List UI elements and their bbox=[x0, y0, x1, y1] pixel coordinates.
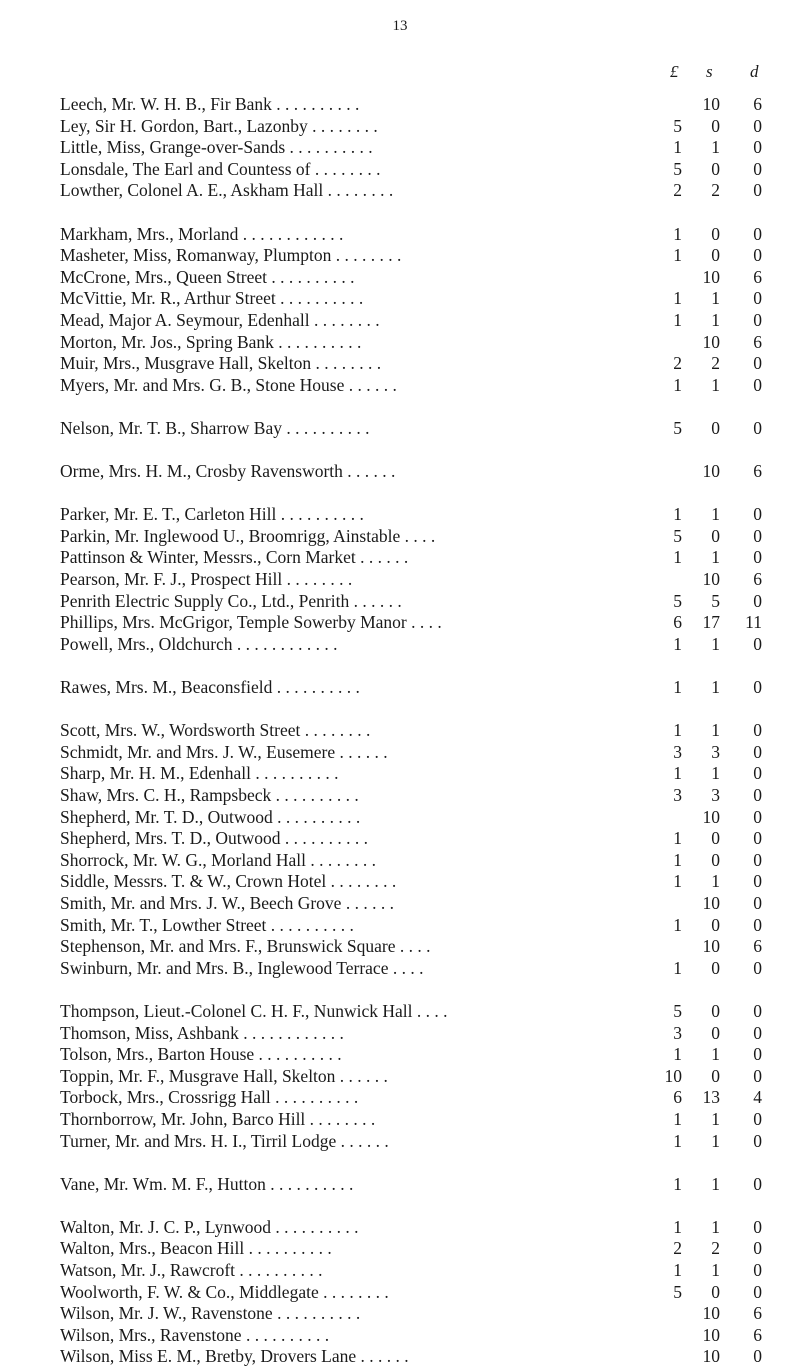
list-item bbox=[0, 936, 800, 958]
amount-shillings: 0 bbox=[711, 957, 720, 978]
amount-shillings: 1 bbox=[711, 720, 720, 741]
amount-pence: 0 bbox=[753, 1000, 762, 1021]
column-header-pounds: £ bbox=[670, 62, 679, 81]
subscriber-name: Smith, Mr. T., Lowther Street . . . . . . . . . . bbox=[60, 914, 354, 935]
amount-shillings: 2 bbox=[711, 353, 720, 374]
amount-shillings: 3 bbox=[711, 785, 720, 805]
amount-pence: 6 bbox=[753, 936, 762, 957]
subscriber-name: Leech, Mr. W. H. B., Fir Bank . . . . . . . . . . bbox=[60, 94, 360, 114]
subscriber-name: Tolson, Mrs., Barton House . . . . . . . . . . bbox=[60, 1044, 342, 1065]
subscriber-name: Muir, Mrs., Musgrave Hall, Skelton . . . . . . . . bbox=[60, 353, 382, 374]
subscriber-name: Shaw, Mrs. C. H., Rampsbeck . . . . . . . . . . bbox=[60, 785, 359, 805]
amount-shillings: 0 bbox=[711, 115, 720, 136]
subscriber-name: Myers, Mr. and Mrs. G. B., Stone House . . . . . . bbox=[60, 374, 397, 395]
amount-shillings: 0 bbox=[711, 1000, 720, 1021]
amount-shillings: 0 bbox=[711, 1065, 720, 1086]
subscriber-name: Parkin, Mr. Inglewood U., Broomrigg, Ainstable . . . . bbox=[60, 525, 436, 546]
amount-pounds: 6 bbox=[673, 612, 682, 633]
amount-pence: 0 bbox=[753, 914, 762, 935]
list-item bbox=[0, 526, 800, 548]
amount-pence: 0 bbox=[753, 1022, 762, 1043]
list-item bbox=[0, 893, 800, 915]
subscriber-name: Thompson, Lieut.-Colonel C. H. F., Nunwick Hall . . . . bbox=[60, 1000, 448, 1021]
list-item bbox=[0, 1066, 800, 1088]
list-item bbox=[0, 180, 800, 202]
amount-pounds: 10 bbox=[664, 1065, 682, 1086]
amount-pence: 6 bbox=[753, 94, 762, 114]
amount-shillings: 10 bbox=[702, 1303, 720, 1324]
amount-pence: 0 bbox=[753, 1173, 762, 1194]
subscriber-name: Mead, Major A. Seymour, Edenhall . . . . . . . . bbox=[60, 309, 380, 330]
amount-pence: 0 bbox=[753, 633, 762, 654]
amount-pence: 0 bbox=[753, 806, 762, 827]
amount-pounds: 1 bbox=[673, 309, 682, 330]
amount-shillings: 13 bbox=[702, 1087, 720, 1108]
list-item bbox=[0, 267, 800, 289]
amount-shillings: 10 bbox=[702, 266, 720, 287]
amount-pounds: 5 bbox=[673, 1000, 682, 1021]
amount-pence: 0 bbox=[753, 677, 762, 698]
amount-shillings: 2 bbox=[711, 180, 720, 201]
amount-pence: 0 bbox=[753, 504, 762, 525]
amount-pence: 0 bbox=[753, 763, 762, 784]
amount-shillings: 1 bbox=[711, 1044, 720, 1065]
amount-shillings: 0 bbox=[711, 158, 720, 179]
list-item bbox=[0, 569, 800, 591]
amount-pence: 0 bbox=[753, 785, 762, 805]
amount-pence: 0 bbox=[753, 892, 762, 913]
amount-pounds: 1 bbox=[673, 763, 682, 784]
amount-pounds: 1 bbox=[673, 288, 682, 309]
list-item bbox=[0, 1131, 800, 1153]
amount-shillings: 0 bbox=[711, 828, 720, 849]
amount-shillings: 0 bbox=[711, 1281, 720, 1302]
list-item bbox=[0, 461, 800, 483]
subscriber-name: Masheter, Miss, Romanway, Plumpton . . . . . . . . bbox=[60, 245, 402, 266]
amount-pence: 0 bbox=[753, 720, 762, 741]
subscriber-name: Shorrock, Mr. W. G., Morland Hall . . . . . . . . bbox=[60, 849, 376, 870]
amount-shillings: 10 bbox=[702, 1324, 720, 1345]
amount-pounds: 3 bbox=[673, 741, 682, 762]
amount-shillings: 1 bbox=[711, 1216, 720, 1237]
list-item bbox=[0, 224, 800, 246]
amount-pence: 0 bbox=[753, 309, 762, 330]
amount-pounds: 2 bbox=[673, 1238, 682, 1259]
amount-pounds: 1 bbox=[673, 849, 682, 870]
list-item bbox=[0, 1217, 800, 1239]
amount-shillings: 1 bbox=[711, 547, 720, 568]
amount-shillings: 5 bbox=[711, 590, 720, 611]
amount-pounds: 2 bbox=[673, 180, 682, 201]
subscriber-name: Rawes, Mrs. M., Beaconsfield . . . . . . . . . . bbox=[60, 677, 360, 698]
amount-shillings: 17 bbox=[702, 612, 720, 633]
amount-pence: 0 bbox=[753, 1044, 762, 1065]
amount-pence: 0 bbox=[753, 417, 762, 438]
subscriber-name: Markham, Mrs., Morland . . . . . . . . . . . . bbox=[60, 223, 344, 244]
list-item bbox=[0, 634, 800, 656]
subscriber-name: Morton, Mr. Jos., Spring Bank . . . . . . . . . . bbox=[60, 331, 362, 352]
list-item bbox=[0, 310, 800, 332]
list-item bbox=[0, 958, 800, 980]
subscriber-name: Wilson, Mrs., Ravenstone . . . . . . . . . . bbox=[60, 1324, 330, 1345]
list-item bbox=[0, 159, 800, 181]
list-item bbox=[0, 1109, 800, 1131]
list-item bbox=[0, 807, 800, 829]
subscriber-name: Torbock, Mrs., Crossrigg Hall . . . . . . . . . . bbox=[60, 1087, 359, 1108]
amount-pence: 0 bbox=[753, 1238, 762, 1259]
list-item bbox=[0, 94, 800, 116]
list-item bbox=[0, 1087, 800, 1109]
list-item bbox=[0, 116, 800, 138]
amount-pence: 4 bbox=[753, 1087, 762, 1108]
subscriber-name: Toppin, Mr. F., Musgrave Hall, Skelton . . . . . . bbox=[60, 1065, 388, 1086]
list-item bbox=[0, 612, 800, 634]
amount-pounds: 1 bbox=[673, 914, 682, 935]
list-item bbox=[0, 1238, 800, 1260]
column-header-pence: d bbox=[750, 62, 759, 81]
amount-pence: 0 bbox=[753, 1065, 762, 1086]
subscription-list bbox=[0, 94, 800, 1368]
amount-pounds: 5 bbox=[673, 115, 682, 136]
amount-pence: 0 bbox=[753, 1346, 762, 1367]
amount-pounds: 1 bbox=[673, 137, 682, 158]
subscriber-name: Scott, Mrs. W., Wordsworth Street . . . . . . . . bbox=[60, 720, 371, 741]
amount-pence: 0 bbox=[753, 374, 762, 395]
amount-pence: 0 bbox=[753, 1108, 762, 1129]
amount-pence: 6 bbox=[753, 569, 762, 590]
amount-shillings: 0 bbox=[711, 849, 720, 870]
list-item bbox=[0, 720, 800, 742]
amount-shillings: 10 bbox=[702, 936, 720, 957]
subscriber-name: Pattinson & Winter, Messrs., Corn Market . . . . . . bbox=[60, 547, 409, 568]
amount-shillings: 1 bbox=[711, 309, 720, 330]
list-item bbox=[0, 763, 800, 785]
amount-shillings: 10 bbox=[702, 892, 720, 913]
amount-pounds: 1 bbox=[673, 828, 682, 849]
amount-pence: 0 bbox=[753, 223, 762, 244]
list-item bbox=[0, 375, 800, 397]
subscriber-name: Nelson, Mr. T. B., Sharrow Bay . . . . . . . . . . bbox=[60, 417, 370, 438]
amount-pence: 0 bbox=[753, 353, 762, 374]
list-item bbox=[0, 1303, 800, 1325]
list-item bbox=[0, 1023, 800, 1045]
amount-shillings: 3 bbox=[711, 741, 720, 762]
amount-pounds: 5 bbox=[673, 525, 682, 546]
subscriber-name: Wilson, Miss E. M., Bretby, Drovers Lane . . . . . . bbox=[60, 1346, 409, 1367]
amount-shillings: 10 bbox=[702, 331, 720, 352]
amount-pence: 0 bbox=[753, 1216, 762, 1237]
subscriber-name: Thornborrow, Mr. John, Barco Hill . . . . . . . . bbox=[60, 1108, 376, 1129]
subscriber-name: Woolworth, F. W. & Co., Middlegate . . . . . . . . bbox=[60, 1281, 389, 1302]
amount-shillings: 1 bbox=[711, 677, 720, 698]
list-item bbox=[0, 1260, 800, 1282]
subscriber-name: Powell, Mrs., Oldchurch . . . . . . . . . . . . bbox=[60, 633, 338, 654]
amount-shillings: 1 bbox=[711, 374, 720, 395]
amount-pounds: 1 bbox=[673, 1260, 682, 1281]
subscriber-name: Stephenson, Mr. and Mrs. F., Brunswick Square . . . . bbox=[60, 936, 431, 957]
list-item bbox=[0, 1346, 800, 1368]
amount-pounds: 5 bbox=[673, 590, 682, 611]
subscriber-name: Sharp, Mr. H. M., Edenhall . . . . . . . . . . bbox=[60, 763, 339, 784]
amount-pounds: 1 bbox=[673, 1108, 682, 1129]
list-item bbox=[0, 504, 800, 526]
subscriber-name: Watson, Mr. J., Rawcroft . . . . . . . . . . bbox=[60, 1260, 323, 1281]
amount-pounds: 5 bbox=[673, 158, 682, 179]
amount-pence: 0 bbox=[753, 115, 762, 136]
list-item bbox=[0, 850, 800, 872]
amount-pence: 0 bbox=[753, 1281, 762, 1302]
amount-shillings: 10 bbox=[702, 1346, 720, 1367]
list-item bbox=[0, 1044, 800, 1066]
amount-pence: 0 bbox=[753, 1130, 762, 1151]
amount-pence: 6 bbox=[753, 331, 762, 352]
list-item bbox=[0, 591, 800, 613]
subscriber-name: McCrone, Mrs., Queen Street . . . . . . . . . . bbox=[60, 266, 355, 287]
amount-pounds: 3 bbox=[673, 1022, 682, 1043]
amount-shillings: 1 bbox=[711, 504, 720, 525]
subscriber-name: Thomson, Miss, Ashbank . . . . . . . . . . . . bbox=[60, 1022, 344, 1043]
amount-pence: 0 bbox=[753, 547, 762, 568]
amount-pounds: 1 bbox=[673, 374, 682, 395]
amount-shillings: 1 bbox=[711, 1130, 720, 1151]
amount-pence: 0 bbox=[753, 828, 762, 849]
list-item bbox=[0, 871, 800, 893]
amount-shillings: 10 bbox=[702, 806, 720, 827]
amount-pounds: 1 bbox=[673, 1173, 682, 1194]
subscriber-name: Pearson, Mr. F. J., Prospect Hill . . . . . . . . bbox=[60, 569, 353, 590]
amount-pence: 6 bbox=[753, 1324, 762, 1345]
amount-pounds: 1 bbox=[673, 633, 682, 654]
amount-pounds: 1 bbox=[673, 245, 682, 266]
list-item bbox=[0, 1282, 800, 1304]
amount-pence: 6 bbox=[753, 461, 762, 482]
subscriber-name: Swinburn, Mr. and Mrs. B., Inglewood Terrace . . . . bbox=[60, 957, 424, 978]
amount-pence: 6 bbox=[753, 1303, 762, 1324]
amount-shillings: 1 bbox=[711, 137, 720, 158]
amount-pounds: 1 bbox=[673, 871, 682, 892]
amount-shillings: 0 bbox=[711, 525, 720, 546]
amount-pence: 0 bbox=[753, 137, 762, 158]
amount-pounds: 5 bbox=[673, 1281, 682, 1302]
list-item bbox=[0, 785, 800, 807]
amount-pence: 0 bbox=[753, 590, 762, 611]
list-item bbox=[0, 418, 800, 440]
amount-pence: 11 bbox=[745, 612, 762, 633]
list-item bbox=[0, 742, 800, 764]
subscriber-name: Shepherd, Mrs. T. D., Outwood . . . . . . . . . . bbox=[60, 828, 369, 849]
amount-shillings: 1 bbox=[711, 1108, 720, 1129]
subscriber-name: Penrith Electric Supply Co., Ltd., Penrith . . . . . . bbox=[60, 590, 402, 611]
list-item bbox=[0, 677, 800, 699]
list-item bbox=[0, 353, 800, 375]
subscriber-name: Siddle, Messrs. T. & W., Crown Hotel . . . . . . . . bbox=[60, 871, 397, 892]
amount-shillings: 0 bbox=[711, 1022, 720, 1043]
amount-pence: 0 bbox=[753, 288, 762, 309]
list-item bbox=[0, 1001, 800, 1023]
amount-shillings: 10 bbox=[702, 569, 720, 590]
amount-pence: 0 bbox=[753, 849, 762, 870]
amount-pence: 0 bbox=[753, 871, 762, 892]
amount-pounds: 1 bbox=[673, 720, 682, 741]
subscriber-name: Orme, Mrs. H. M., Crosby Ravensworth . . . . . . bbox=[60, 461, 396, 482]
amount-shillings: 2 bbox=[711, 1238, 720, 1259]
subscriber-name: Phillips, Mrs. McGrigor, Temple Sowerby Manor . . . . bbox=[60, 612, 442, 633]
subscriber-name: Little, Miss, Grange-over-Sands . . . . . . . . . . bbox=[60, 137, 373, 158]
amount-shillings: 1 bbox=[711, 871, 720, 892]
amount-pounds: 1 bbox=[673, 547, 682, 568]
list-item bbox=[0, 245, 800, 267]
amount-pence: 0 bbox=[753, 180, 762, 201]
amount-shillings: 10 bbox=[702, 94, 720, 114]
amount-pounds: 1 bbox=[673, 677, 682, 698]
list-item bbox=[0, 1174, 800, 1196]
subscriber-name: Smith, Mr. and Mrs. J. W., Beech Grove . . . . . . bbox=[60, 892, 394, 913]
amount-pence: 0 bbox=[753, 245, 762, 266]
amount-pounds: 1 bbox=[673, 504, 682, 525]
subscriber-name: McVittie, Mr. R., Arthur Street . . . . . . . . . . bbox=[60, 288, 364, 309]
subscriber-name: Parker, Mr. E. T., Carleton Hill . . . . . . . . . . bbox=[60, 504, 364, 525]
amount-shillings: 0 bbox=[711, 245, 720, 266]
amount-pounds: 1 bbox=[673, 1130, 682, 1151]
subscriber-name: Lonsdale, The Earl and Countess of . . . . . . . . bbox=[60, 158, 381, 179]
column-header-shillings: s bbox=[706, 62, 713, 81]
amount-pence: 0 bbox=[753, 158, 762, 179]
subscriber-name: Turner, Mr. and Mrs. H. I., Tirril Lodge . . . . . . bbox=[60, 1130, 389, 1151]
amount-pence: 6 bbox=[753, 266, 762, 287]
subscriber-name: Shepherd, Mr. T. D., Outwood . . . . . . . . . . bbox=[60, 806, 361, 827]
subscriber-name: Walton, Mr. J. C. P., Lynwood . . . . . . . . . . bbox=[60, 1216, 359, 1237]
list-item bbox=[0, 828, 800, 850]
list-item bbox=[0, 915, 800, 937]
subscriber-name: Ley, Sir H. Gordon, Bart., Lazonby . . . . . . . . bbox=[60, 115, 378, 136]
amount-shillings: 1 bbox=[711, 1173, 720, 1194]
page-number: 13 bbox=[392, 18, 408, 34]
amount-shillings: 0 bbox=[711, 223, 720, 244]
list-item bbox=[0, 288, 800, 310]
subscriber-name: Schmidt, Mr. and Mrs. J. W., Eusemere . . . . . . bbox=[60, 741, 388, 762]
list-item bbox=[0, 332, 800, 354]
amount-pounds: 6 bbox=[673, 1087, 682, 1108]
subscriber-name: Vane, Mr. Wm. M. F., Hutton . . . . . . . . . . bbox=[60, 1173, 354, 1194]
subscriber-name: Lowther, Colonel A. E., Askham Hall . . . . . . . . bbox=[60, 180, 394, 201]
amount-shillings: 0 bbox=[711, 417, 720, 438]
amount-pounds: 1 bbox=[673, 957, 682, 978]
amount-shillings: 1 bbox=[711, 763, 720, 784]
amount-pounds: 1 bbox=[673, 223, 682, 244]
list-item bbox=[0, 137, 800, 159]
amount-pence: 0 bbox=[753, 525, 762, 546]
amount-shillings: 1 bbox=[711, 633, 720, 654]
subscriber-name: Walton, Mrs., Beacon Hill . . . . . . . . . . bbox=[60, 1238, 332, 1259]
amount-pence: 0 bbox=[753, 1260, 762, 1281]
amount-pence: 0 bbox=[753, 741, 762, 762]
list-item bbox=[0, 547, 800, 569]
list-item bbox=[0, 1325, 800, 1347]
amount-shillings: 0 bbox=[711, 914, 720, 935]
amount-pounds: 2 bbox=[673, 353, 682, 374]
amount-shillings: 10 bbox=[702, 461, 720, 482]
subscriber-name: Wilson, Mr. J. W., Ravenstone . . . . . . . . . . bbox=[60, 1303, 361, 1324]
amount-pounds: 3 bbox=[673, 785, 682, 805]
amount-shillings: 1 bbox=[711, 288, 720, 309]
amount-shillings: 1 bbox=[711, 1260, 720, 1281]
amount-pounds: 1 bbox=[673, 1216, 682, 1237]
amount-pounds: 1 bbox=[673, 1044, 682, 1065]
amount-pounds: 5 bbox=[673, 417, 682, 438]
amount-pence: 0 bbox=[753, 957, 762, 978]
